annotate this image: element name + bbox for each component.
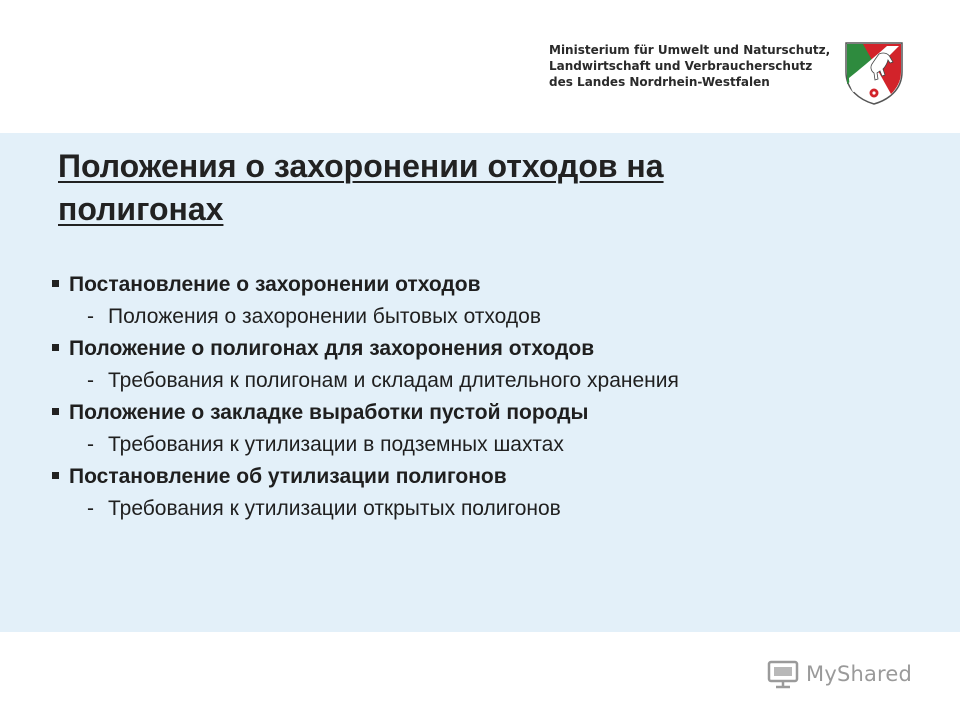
- square-bullet-icon: [52, 408, 59, 415]
- square-bullet-icon: [52, 280, 59, 287]
- list-item: [50, 462, 930, 526]
- regulation-title: Постановление об утилизации полигонов: [69, 465, 507, 488]
- dash-marker: -: [87, 497, 94, 520]
- dash-marker: -: [87, 433, 94, 456]
- list-item: [50, 334, 930, 398]
- watermark-text: MyShared: [806, 662, 913, 686]
- myshared-watermark[interactable]: [766, 658, 912, 690]
- regulation-description: Требования к полигонам и складам длительного хранения: [108, 369, 679, 392]
- square-bullet-icon: [52, 472, 59, 479]
- presentation-board-icon: [766, 659, 800, 689]
- nrw-coat-of-arms-icon: [843, 40, 905, 106]
- dash-marker: -: [87, 305, 94, 328]
- slide-title-text: Положения о захоронении отходов на полигонах: [58, 148, 664, 227]
- regulation-description: Требования к утилизации открытых полигонов: [108, 497, 561, 520]
- square-bullet-icon: [52, 344, 59, 351]
- regulation-list: [50, 270, 930, 526]
- dash-marker: -: [87, 369, 94, 392]
- list-item: [50, 270, 930, 334]
- ministry-line: Landwirtschaft und Verbraucherschutz: [549, 59, 813, 73]
- regulation-description: Требования к утилизации в подземных шахтах: [108, 433, 564, 456]
- regulation-title: Постановление о захоронении отходов: [69, 273, 481, 296]
- regulation-description: Положения о захоронении бытовых отходов: [108, 305, 541, 328]
- ministry-line: des Landes Nordrhein-Westfalen: [549, 75, 770, 89]
- ministry-line: Ministerium für Umwelt und Naturschutz,: [549, 43, 831, 57]
- regulation-title: Положение о закладке выработки пустой породы: [69, 401, 589, 424]
- regulation-title: Положение о полигонах для захоронения отходов: [69, 337, 595, 360]
- list-item: [50, 398, 930, 462]
- slide-header: [0, 0, 960, 133]
- slide-title: [58, 145, 818, 231]
- ministry-name: [549, 42, 839, 90]
